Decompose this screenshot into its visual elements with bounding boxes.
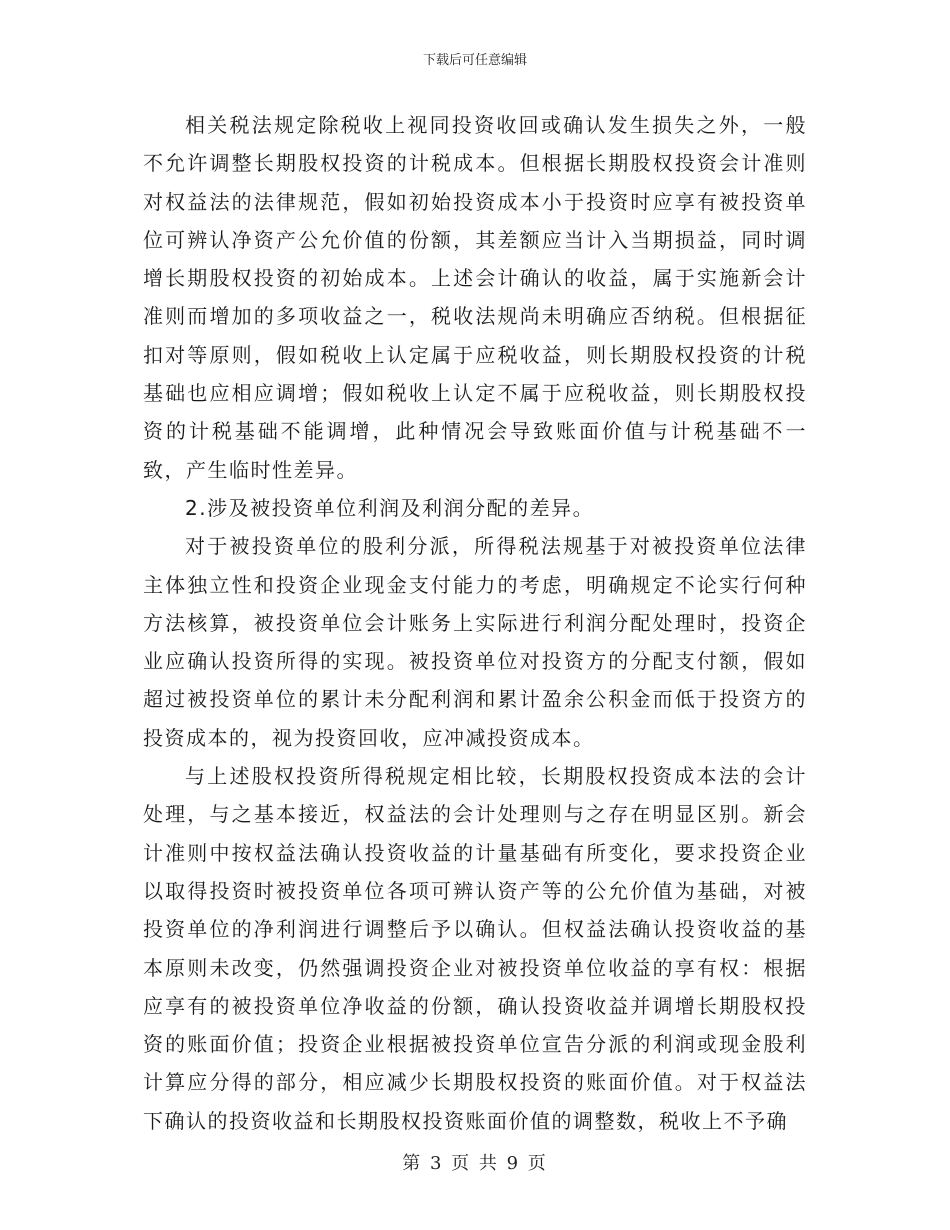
paragraph-dividend-distribution: 对于被投资单位的股利分派，所得税法规基于对被投资单位法律主体独立性和投资企业现金支付能力的考虑，明确规定不论实行何种方法核算，被投资单位会计账务上实际进行利润分配处理时，投资企业应确认投资所得的实现。被投资单位对投资方的分配支付额，假如超过被投资单位的累计未分配利润和累计盈余公积金而低于投资方的投资成本的，视为投资回收，应冲减投资成本。 bbox=[143, 534, 807, 750]
paragraph-equity-method: 与上述股权投资所得税规定相比较，长期股权投资成本法的会计处理，与之基本接近，权益法的会计处理则与之存在明显区别。新会计准则中按权益法确认投资收益的计量基础有所变化，要求投资企业以取得投资时被投资单位各项可辨认资产等的公允价值为基础，对被投资单位的净利润进行调整后予以确认。但权益法确认投资收益的基本原则未改变，仍然强调投资企业对被投资单位收益的享有权：根据应享有的被投资单位净收益的份额，确认投资收益并调增长期股权投资的账面价值；投资企业根据被投资单位宣告分派的利润或现金股利计算应分得的部分，相应减少长期股权投资的账面价值。对于权益法下确认的投资收益和长期股权投资账面价值的调整数，税收上不予确 bbox=[143, 764, 807, 1133]
section-heading-profit-distribution: 2.涉及被投资单位利润及利润分配的差异。 bbox=[185, 495, 595, 520]
page-header: 下载后可任意编辑 bbox=[422, 53, 527, 68]
page-number-footer: 第 3 页 共 9 页 bbox=[402, 1153, 548, 1174]
paragraph-tax-basis: 相关税法规定除税收上视同投资收回或确认发生损失之外，一般不允许调整长期股权投资的计税成本。但根据长期股权投资会计准则对权益法的法律规范，假如初始投资成本小于投资时应享有被投资单位可辨认净资产公允价值的份额，其差额应当计入当期损益，同时调增长期股权投资的初始成本。上述会计确认的收益，属于实施新会计准则而增加的多项收益之一，税收法规尚未明确应否纳税。但根据征扣对等原则，假如税收上认定属于应税收益，则长期股权投资的计税基础也应相应调增；假如税收上认定不属于应税收益，则长期股权投资的计税基础不能调增，此种情况会导致账面价值与计税基础不一致，产生临时性差异。 bbox=[143, 113, 807, 482]
document-body bbox=[143, 106, 807, 1140]
